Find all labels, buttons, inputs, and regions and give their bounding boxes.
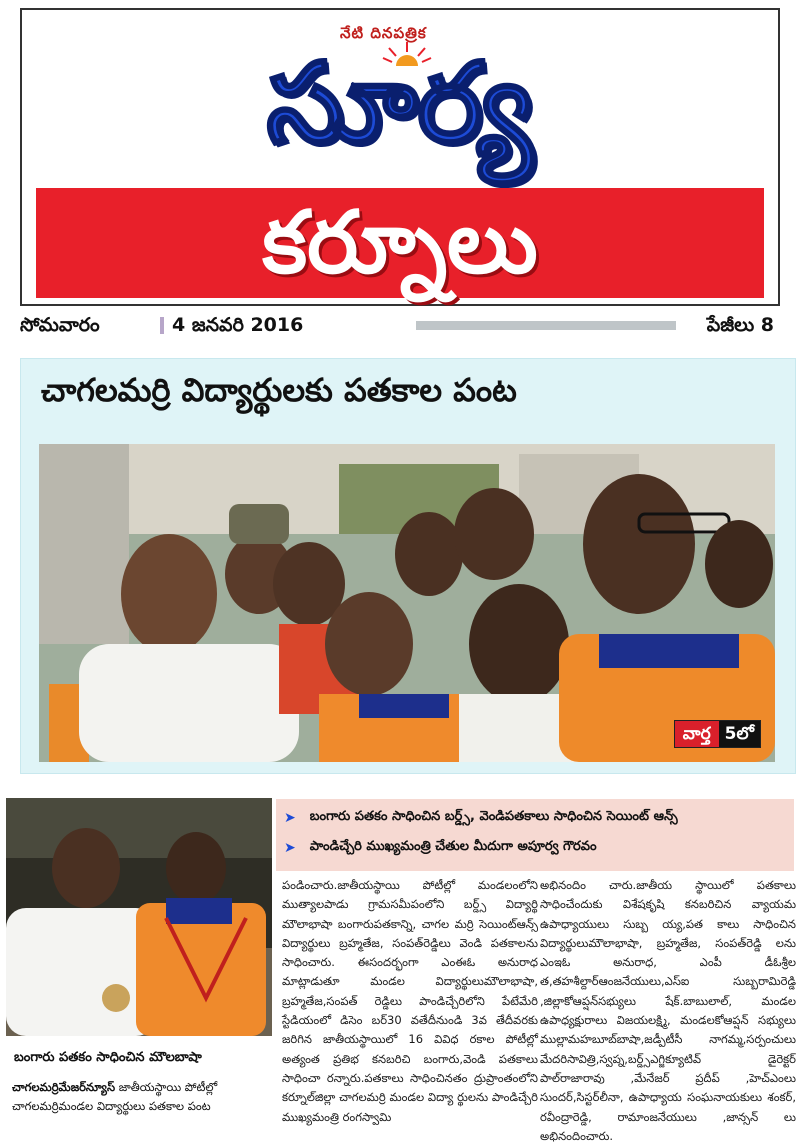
newspaper-logo-title: సూర్య xyxy=(266,39,534,167)
highlights-box xyxy=(276,799,794,871)
masthead-tagline: నేటి దినపత్రిక xyxy=(340,24,427,42)
highlight-item xyxy=(284,809,678,827)
story-headline: చాగలమర్రి విద్యార్థులకు పతకాల పంట xyxy=(41,371,517,409)
continuation-tag xyxy=(674,720,761,748)
byline: చాగలమర్రిమేజర్‌న్యూస్‌ xyxy=(12,1080,116,1094)
date-label: 4 జనవరి 2016 xyxy=(172,314,304,336)
dateline-rule xyxy=(416,321,676,330)
highlight-text: పాండిచ్చేరి ముఖ్యమంత్రి చేతుల మీదుగా అపూర్వ గౌరవం xyxy=(309,839,597,854)
dateline xyxy=(20,314,780,338)
day-label: సోమవారం xyxy=(20,314,100,336)
dateline-divider xyxy=(160,317,164,334)
highlight-text: బంగారు పతకం సాధించిన బర్డ్స్‌, వెండిపతకాలు సాధించిన సెయింట్‌ ఆన్స్‌ xyxy=(309,809,678,824)
medal-photo xyxy=(6,798,272,1036)
byline-intro: జాతీయస్థాయి పోటీల్లో చాగలమర్రిమండల విద్యార్థులు పతకాల పంట xyxy=(12,1080,218,1113)
continuation-label: వార్త xyxy=(675,721,719,747)
continuation-page-ref: 5లో xyxy=(719,721,760,747)
page-count: పేజీలు 8 xyxy=(706,314,774,336)
highlight-item xyxy=(284,839,597,857)
group-photo xyxy=(39,444,775,762)
photo-caption: బంగారు పతకం సాధించిన మౌలబాషా xyxy=(14,1050,202,1065)
arrow-bullet-icon: ➤ xyxy=(284,840,296,856)
lead-story xyxy=(20,358,796,774)
group-photo-image xyxy=(39,444,775,762)
masthead xyxy=(20,8,780,306)
edition-band xyxy=(36,188,764,298)
arrow-bullet-icon: ➤ xyxy=(284,810,296,826)
edition-name: కర్నూలు xyxy=(262,193,538,293)
byline-block xyxy=(12,1078,274,1116)
medal-photo-image xyxy=(6,798,272,1036)
article-column-2: అభినందిం చారు.జాతీయ స్థాయిలో పతకాలు సాధించేందుకు విశేషకృషి కనబరిచిన వ్యాయమ ఉపాధ్యాయులు సుబ్బ య్య,పత కాలు సాధించిన విద్యార్థులుమౌలాభాషా, బ్రహ్మతేజ, సంపత్‌రెడ్డి లను ఎంఇఓ అనురాధ, ఎంపీ డీఓశ్రీల త,తహశీల్దార్‌ఆంజనేయులు,ఎస్‌ఐ సుబ్బరామిరెడ్డి ,జిల్లాకోఆప్షన్‌సభ్యులు షేక్‌.బాబులాల్‌, మండల ఉపాధ్యక్షురాలు విజయలక్ష్మి, మండలకోఆప్షన్‌ సభ్యులు ముల్లామహబూబ్‌బాషా,జడ్పీటీసీ నాగమ్మ,సర్పంచులు మేదరిసావిత్రి,స్వప్న,బర్డ్స్‌ఎగ్జిక్యూటివ్‌ డైరెక్టర్‌ పాల్‌రాజారావు ,మేనేజర్‌ ప్రదీప్‌ ,హెచ్‌ఎంలు సుందర్‌,సిస్టర్‌లీనా, ఉపాధ్యాయ సంఘనాయకులు శంకర్‌, రవీంద్రారెడ్డి, రామాంజనేయులు ,జాన్సన్‌ లు అభినందించారు. xyxy=(540,878,796,1143)
article-column-1: పండించారు.జాతీయస్థాయి పోటీల్లో మండలంలోని ముత్యాలపాడు గ్రామసమీపంలోని బర్డ్స్‌ విద్యార్థి మౌలాభాషా బంగారుపతకాన్ని, చాగల మర్రి సెయింట్‌ఆన్స్‌ విద్యార్థులు బ్రహ్మతేజ, సంపత్‌రెడ్డిలు వెండి పతకాలను సాధించారు. ఈసందర్భంగా ఎంఈఓ అనురాధ మాట్లాడుతూ మండల విద్యార్థులుమౌలాభాషా, బ్రహ్మతేజ,సంపత్‌ రెడ్డిలు పాండిచ్చేరిలోని పేటేమేరి స్టేడియంలో డిసెం బర్‌30 వతేదీనుండి 3వ తేదీవరకు జరిగిన జాతీయస్థాయిలో 16 వివిధ రకాల పోటీల్లో అత్యంత ప్రతిభ కనబరిచి బంగారు,వెండి పతకాలు సాధించా రన్నారు.పతకాలు సాధించినతం ద్రుప్రాంతంలోని కర్నూల్‌జిల్లా చాగలమర్రి మండల విద్యా ర్థులను పాండిచ్చేరి ముఖ్యమంత్రి రంగస్వామి xyxy=(282,878,538,1124)
